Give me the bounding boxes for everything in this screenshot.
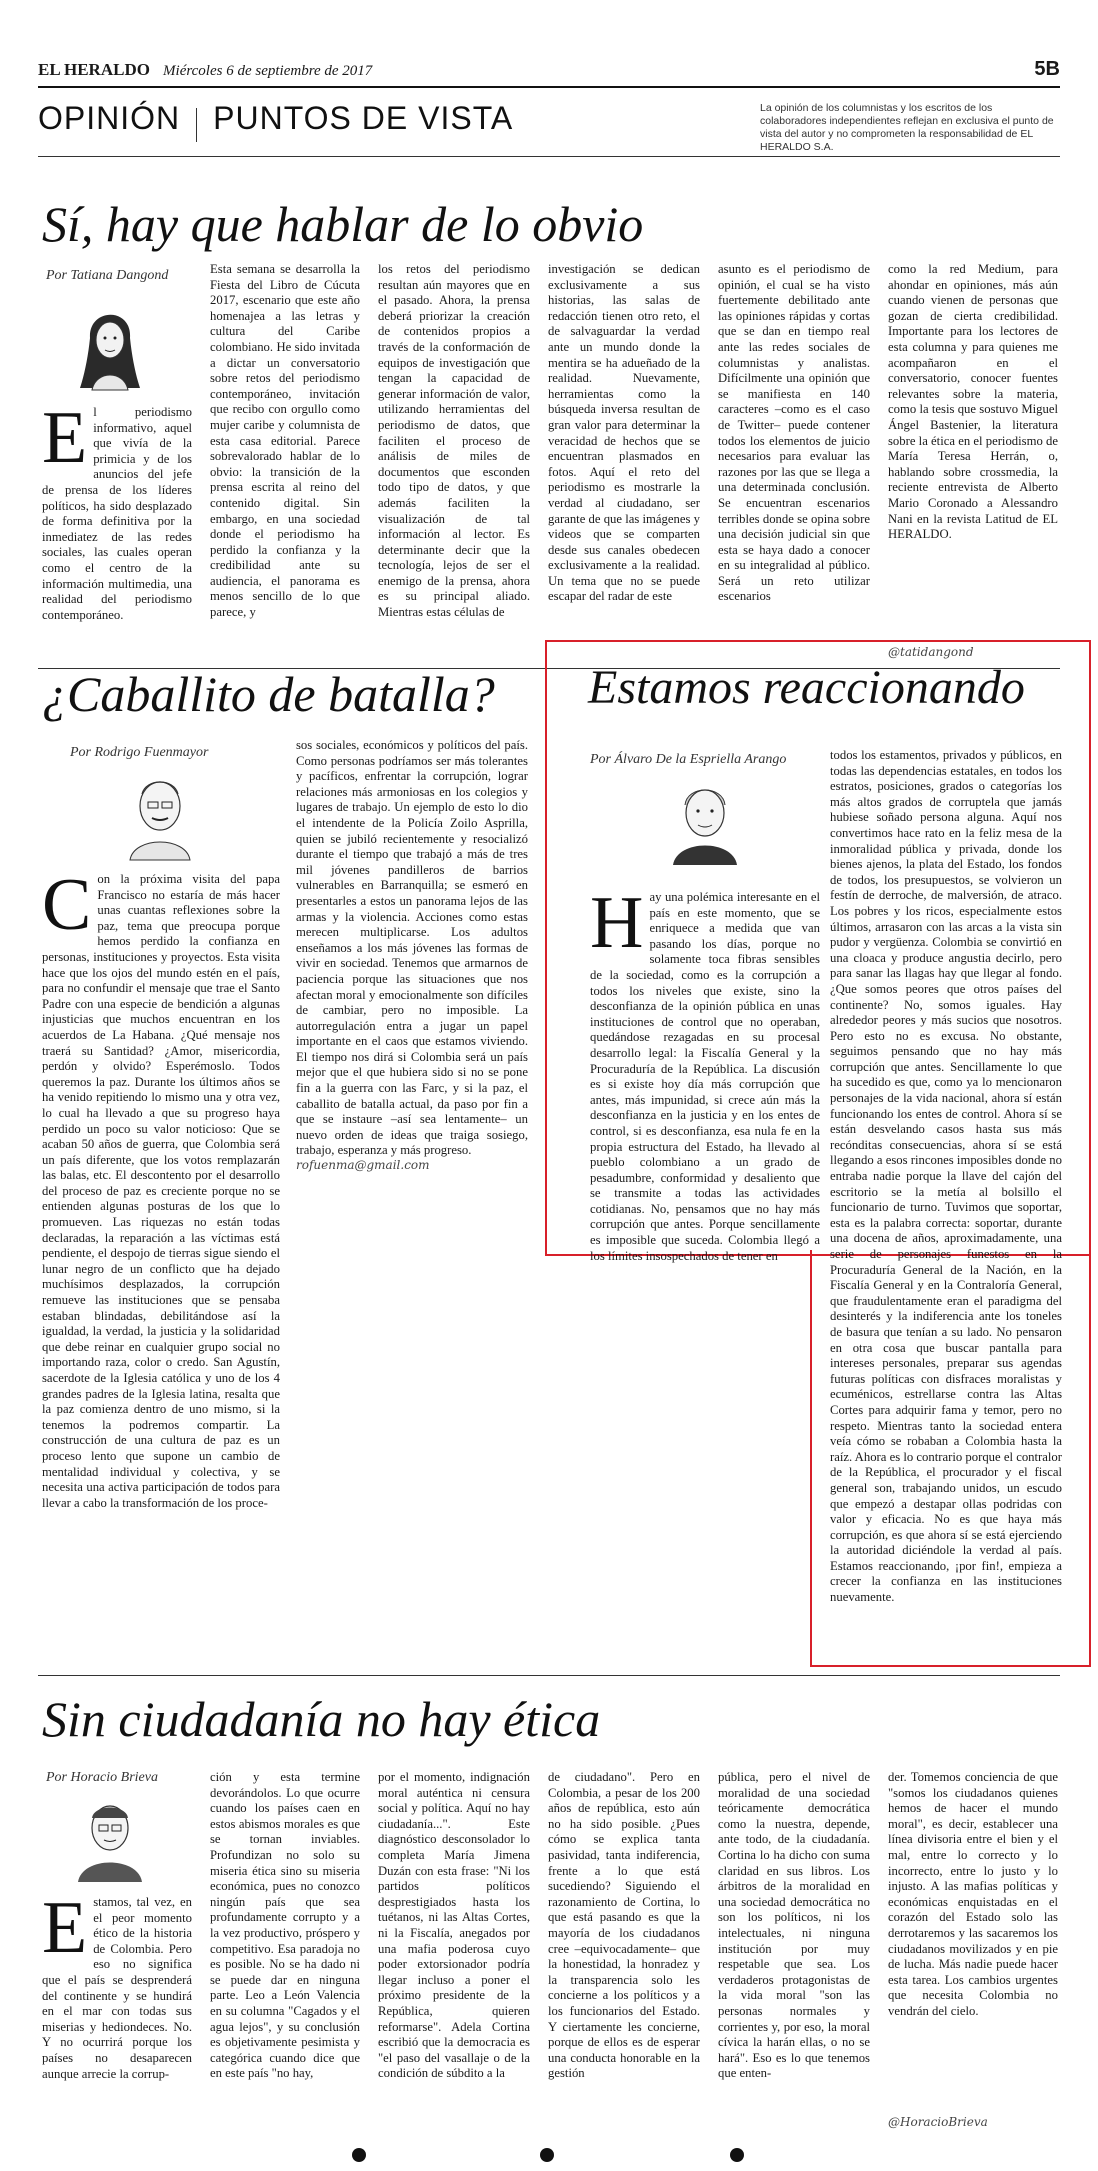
article1-column-4: investigación se dedican exclusivamente a sus historias, las salas de redacción tienen otro reto, el de salvaguardar la verdad ante un mundo donde la mentira se ha adueñado de la realidad. Nuevamente, herramientas como la búsqueda inversa resultan de gran valor para determinar la veracidad de hechos que se encuentran plasmados en fotos. Aquí el reto del periodismo es mostrarle la verdad al ciudadano, ser garante de que las imágenes y videos que se comparten desde sus canales obedecen exclusivamente a la realidad. Un tema que no se puede escapar del radar de este: [548, 262, 700, 604]
columnist-portrait: [70, 1792, 150, 1882]
article4-byline: Por Horacio Brieva: [46, 1770, 158, 1785]
section-divider: [196, 108, 197, 142]
article1-byline: Por Tatiana Dangond: [46, 268, 169, 283]
article4-signature: @HoracioBrieva: [888, 2115, 988, 2129]
edition-date: Miércoles 6 de septiembre de 2017: [163, 63, 373, 79]
article4-column-4: de ciudadano". Pero en Colombia, a pesar de los 200 años de república, esto aún no ha sido posible. ¿Pues cómo se explica tanta pasividad, tanta indiferencia, frente a lo que está sucediendo? Siguiendo el razonamiento de Cortina, lo que está pasando es que la mayoría de los ciudadanos cree –equivocadamente– que la honestidad, la honradez y la transparencia solo les concierne a los políticos y a los funcionarios del Estado. Y ciertamente les concierne, porque de ellos es de esperar una conducta honorable en la gestión: [548, 1770, 700, 2081]
page-number: 5B: [1034, 58, 1060, 80]
article1-dropcap: E: [42, 397, 88, 479]
article2-text-1: on la próxima visita del papa Francisco no estaría de más hacer unas cuantas reflexiones sobre la paz, tema que preocupa porque hemos perdido la confianza en personas, instituciones y proyectos. Esta visita hace que los ojos del mundo estén en el país, para no confundir el mensaje que trae el Santo Padre con una especie de bendición a algunas injusticias que muchos encuentran en los acuerdos de La Habana. ¿Qué mensaje nos traerá su Santidad? ¿Amor, misericordia, perdón y olvido? Esperémoslo. Todos queremos la paz. Durante los últimos años se ha venido repitiendo lo mismo una y otra vez, lo cual ha llevado a que su progreso haya perdido un poco su valor noticioso: Que se acaban 50 años de guerra, que Colombia será un país diferente, que los votos remplazarán las balas, etc. El descontento por el desarrollo del proceso de paz es creciente porque no se entienden algunas posturas de los que lo promueven. Las riquezas no están todas declaradas, la reparación a las víctimas está pendiente, el despojo de tierras sigue siendo el lunar negro de un conflicto que ha dejado muchísimos desplazados, la corrupción remueve las instituciones que se pensaba estaban blindadas, debilitándose así la igualdad, la verdad, la justicia y la solidaridad que debe reinar en cualquier grupo social no importando raza, color o credo. San Agustín, sacerdote de la Iglesia católica y uno de los 4 grandes padres de la Iglesia latina, resalta que la paz comienza dentro de uno mismo, si la tenemos la podremos compartir. La construcción de una cultura de paz es un proceso lento que supone un cambio de mentalidad individual y colectiva, y se necesita una activa participación de todos para llevar a cabo la transformación de los proce-: [42, 872, 280, 1510]
section-subtitle: PUNTOS DE VISTA: [213, 100, 514, 136]
article4-dropcap: E: [42, 1887, 88, 1969]
article2-column-1: [42, 864, 280, 1692]
article4-headline: Sin ciudadanía no hay ética: [42, 1691, 601, 1747]
article3-column-1: [590, 882, 820, 1263]
article3-byline: Por Álvaro De la Espriella Arango: [590, 752, 787, 767]
article1-column-6: como la red Medium, para ahondar en opiniones, más aún cuando vienen de personas que gozan de cierta credibilidad. Importante para los lectores de esta columna y para quienes me acompañaron en el conversatorio, conocer fuentes relevantes sobre la materia, como la tesis que sostuvo Miguel Ángel Bastenier, la literatura sobre la ética en el periodismo de María Teresa Herrán, o, hablando sobre crossmedia, la reciente entrevista de Alberto Mario Coronado a Alessandro Nani en la revista Latitud de EL HERALDO.: [888, 262, 1058, 542]
article4-column-3: por el momento, indignación moral auténtica ni censura social y política. Aquí no hay ciudadanía...". Este diagnóstico desconsolador lo completa María Jimena Duzán con esta frase: "Ni los partidos políticos desprestigiados hasta los tuétanos, ni las Altas Cortes, ni la Fiscalía, anegados por una mafia poderosa cuyo poder extorsionador podría llegar incluso a poner el próximo presidente de la República, quieren reformarse". Adela Cortina escribió que la democracia es "el paso del vasallaje o de la condición de súbdito a la: [378, 1770, 530, 2081]
article1-column-5: asunto es el periodismo de opinión, el cual se ha visto fuertemente debilitado ante las opiniones rápidas y cortas que se dan en tiempo real ante las redes sociales de columnistas y analistas. Difícilmente una opinión que se manifiesta en 140 caracteres –como es el caso de Twitter– puede contener todos los elementos de juicio necesarios para evaluar las razones por las que se llega a una determinada conclusión. Se encuentran escenarios terribles donde se opina sobre una decisión judicial sin que esta se haya dado a conocer en su integralidad al público. Será un reto utilizar escenarios: [718, 262, 870, 604]
article2-dropcap: C: [42, 864, 92, 946]
article3-text-1: ay una polémica interesante en el país en este momento, que se enriquece a medida que van pasando los días, porque no solamente toca fibras sensibles de la sociedad, como es la corrupción a todos los niveles que existe, sino la desconfianza de la opinión pública en unas instituciones de control que no operaban, quedándose rezagadas en su procesal desarrollo legal: la Fiscalía General y la Procuraduría de la República. La discusión es si existe hoy día más corrupción que antes, más impunidad, si crece aún más la desconfianza en la justicia y en los entes de control, si es desconfianza, esa nula fe en la propia estructura del Estado, ha llevado al pueblo colombiano a un grado de pesadumbre, conformidad y desaliento que se transmite a todas las actividades cotidianas. No, pensamos que no hay más corrupción que antes. Porque sencillamente es imposible que suceda. Colombia llegó a los límites insospechados de tener en: [590, 890, 820, 1263]
newspaper-name: EL HERALDO: [38, 60, 150, 79]
masthead: [38, 60, 1060, 88]
section-title: OPINIÓN: [38, 100, 181, 136]
article3-column-2: todos los estamentos, privados y públicos, en todas las dependencias estatales, en todos los estratos, posiciones, grados o categorías los más altos grados de corruptela que jamás hubiese soñado persona alguna. Aquí nos convertimos hace rato en la feliz mesa de la inmoralidad pública y privada, donde los bienes ajenos, la plata del Estado, los fondos de todos, los presupuestos, se volvieron un festín de derroche, de malversión, de atraco. Los pobres y los ricos, especialmente estos últimos, arrasaron con las arcas a la vista sin pudor y vergüenza. Colombia se convirtió en una cloaca y produce angustia decirlo, pero para sanar las llagas hay que llegar al fondo. ¿Que somos peores que otros países del continente? No, somos iguales. Hay alrededor peores y más sucios que nosotros. Pero esto no es excusa. No obstante, seguimos pensando que no hay más corrupción que antes. Sencillamente lo que ha sucedido es que, como ya lo mencionaron personajes de la vida nacional, ahora sí están funcionando los entes de control. Ahora sí se están desvelando casos hasta sus más recónditas consecuencias, ahora sí se está llegando a esos rincones imposibles donde no entraba nadie porque la llave del cajón del escritorio se la metía al bolsillo el funcionario de turno. Tuvimos que soportar, esta es la palabra correcta: soportar, durante una docena de años, aproximadamente, una serie de personajes funestos en la Procuraduría General de la Nación, en la Fiscalía General y en la Contraloría General, que fraudulentamente eran el paradigma del desinterés y la indiferencia ante los toneles de basura que tenían a su lado. No pensaron en otra cosa que buscar pantalla para intereses personales, preparar sus agendas futuras políticas con disfraces moralistas y ecuménicos, estrellarse contra las Altas Cortes para adquirir fama y temor, pero no respeto. Mientras tanto la sociedad entera veía cómo se robaban a Colombia hasta la raíz. Ahora es lo contrario porque el contralor de la República, el procurador y el fiscal general son, trabajando unidos, un escudo que empezó a destapar ollas podridas con valor y eficacia. No es que haya más corrupción, es que ahora sí se está ejerciendo la autoridad diciéndole la verdad al país. Estamos reaccionando, ¡por fin!, empieza a crecer la confianza en las instituciones nuevamente.: [830, 748, 1062, 1605]
article4-column-5: pública, pero el nivel de moralidad de una sociedad teóricamente democrática como la nuestra, depende, ante todo, de la ciudadanía. Cortina lo ha dicho con suma claridad en sus libros. Los árbitros de la moralidad en una sociedad democrática no son los políticos, ni los intelectuales, ni ninguna institución por muy respetable que sea. Los verdaderos protagonistas de la vida moral "son las personas normales y corrientes y, por eso, la moral cívica la harán ellas, o no se hará". Eso es lo que tenemos que enten-: [718, 1770, 870, 2081]
article1-column-3: los retos del periodismo resultan aún mayores que en el pasado. Ahora, la prensa deberá priorizar la creación de contenidos propios a través de la conformación de equipos de investigación que tengan la capacidad de generar información de valor, utilizando herramientas del periodismo de datos, que faciliten el proceso de análisis de miles de documentos que esconden todo tipo de datos, y que además faciliten la visualización de tal información al lector. Es determinante decir que la tecnología, lejos de ser el enemigo de la prensa, ahora es su principal aliado. Mientras estas células de: [378, 262, 530, 620]
columnist-portrait: [120, 770, 200, 860]
article4-column-1: [42, 1887, 192, 2140]
columnist-portrait: [665, 775, 745, 865]
article4-column-2: ción y esta termine devorándolos. Lo que ocurre cuando los países caen en estos abismos morales es que se tornan inviables. Profundizan no solo su miseria ética sino su miseria económica, pues no conozco ningún país que sea profundamente corrupto y a la vez productivo, próspero y competitivo. Esa paradoja no es posible. No se ha dado ni se puede dar en ninguna parte. Leo a León Valencia en su columna "Cagados y el agua lejos", y su conclusión es objetivamente pesimista y categórica cuando dice que en este país "no hay,: [210, 1770, 360, 2081]
article2-column-2: sos sociales, económicos y políticos del país. Como personas podríamos ser más tolerantes y pacíficos, enfrentar la corrupción, lograr relaciones más armoniosas en los colegios y lugares de trabajo. Un ejemplo de esto lo dio el intendente de la Policía Zoilo Asprilla, quien se jubiló recientemente y resocializó durante el tiempo que trabajó a más de tres mil jóvenes pandilleros de barrios vulnerables en Barranquilla; se esmeró en presentarles a estos un panorama lejos de las armas y la violencia. Acciones como estas merecen multiplicarse. Los adultos enseñamos a los más jóvenes las formas de vivir en sociedad. Tenemos que armarnos de paciencia porque las situaciones que nos afectan moral y emocionalmente son difíciles de cambiar, pero no imposible. La autorregulación entra a jugar un papel importante en el caos que estamos viviendo. El tiempo nos dirá si Colombia será un país mejor que el que hubiera sido si no se pone fin a la guerra con las Farc, y si la paz, el caballito de batalla actual, da paso por fin a que se instaure –así sea lentamente– un nuevo orden de ideas que traiga sosiego, trabajo, esperanza y más progreso.: [296, 738, 528, 1158]
registration-mark: [540, 2148, 554, 2162]
article2-signature: rofuenma@gmail.com: [296, 1158, 430, 1172]
article3-dropcap: H: [590, 882, 644, 964]
section-header: [38, 100, 1060, 157]
columnist-portrait: [70, 298, 150, 394]
section-divider-line: [38, 1675, 1060, 1676]
article1-column-2: Esta semana se desarrolla la Fiesta del Libro de Cúcuta 2017, escenario que este año homenajea a las letras y cultura del Caribe colombiano. He sido invitada a dictar un conversatorio sobre retos del periodismo contemporáneo, invitación que recibo con orgullo como mujer caribe y columnista de esta casa editorial. Parece sobrevalorado hablar de lo obvio: la transición de la prensa escrita al reino del contenido digital. Sin embargo, en una sociedad donde el periodismo ha perdido la confianza y la credibilidad ante su audiencia, el panorama es menos sencillo de lo que parece, y: [210, 262, 360, 620]
registration-mark: [352, 2148, 366, 2162]
registration-mark: [730, 2148, 744, 2162]
article4-text-1: stamos, tal vez, en el peor momento ético de la historia de Colombia. Pero eso no significa que el país se desprenderá del continente y se hundirá en el mar con todas sus miserias y hediondeces. No. Y no ocurrirá porque los países no desaparecen aunque arrecie la corrup-: [42, 1895, 192, 2081]
article2-headline: ¿Caballito de batalla?: [42, 666, 495, 722]
article4-column-6: der. Tomemos conciencia de que "somos los ciudadanos quienes hemos de hacer el mundo moral", es decir, establecer una línea divisoria entre el bien y el mal, entre lo correcto y lo incorrecto, entre lo justo y lo injusto. A las mafias políticas y económicas enquistadas en el corazón del Estado solo las derrotaremos y las sacaremos los ciudadanos movilizados y en pie de lucha. Más nadie puede hacer esta tarea. Los cambios urgentes que necesita Colombia no vendrán del cielo.: [888, 1770, 1058, 2018]
article1-text-1: l periodismo informativo, aquel que vivía de la primicia y de los anuncios del jefe de prensa de los líderes políticos, ha sido desplazado de forma definitiva por la inmediatez de las redes sociales, las cuales operan como el centro de la información multimedia, una realidad del periodismo contemporáneo.: [42, 405, 192, 622]
editorial-disclaimer: La opinión de los columnistas y los escritos de los colaboradores independientes reflejan en exclusiva el punto de vista del autor y no comprometen la responsabilidad de EL HERALDO S.A.: [760, 102, 1054, 153]
article1-signature: @tatidangond: [888, 645, 974, 659]
article3-headline: Estamos reaccionando: [588, 661, 1025, 714]
article1-column-1: [42, 397, 192, 660]
article2-byline: Por Rodrigo Fuenmayor: [70, 745, 209, 760]
article1-headline: Sí, hay que hablar de lo obvio: [42, 196, 644, 252]
